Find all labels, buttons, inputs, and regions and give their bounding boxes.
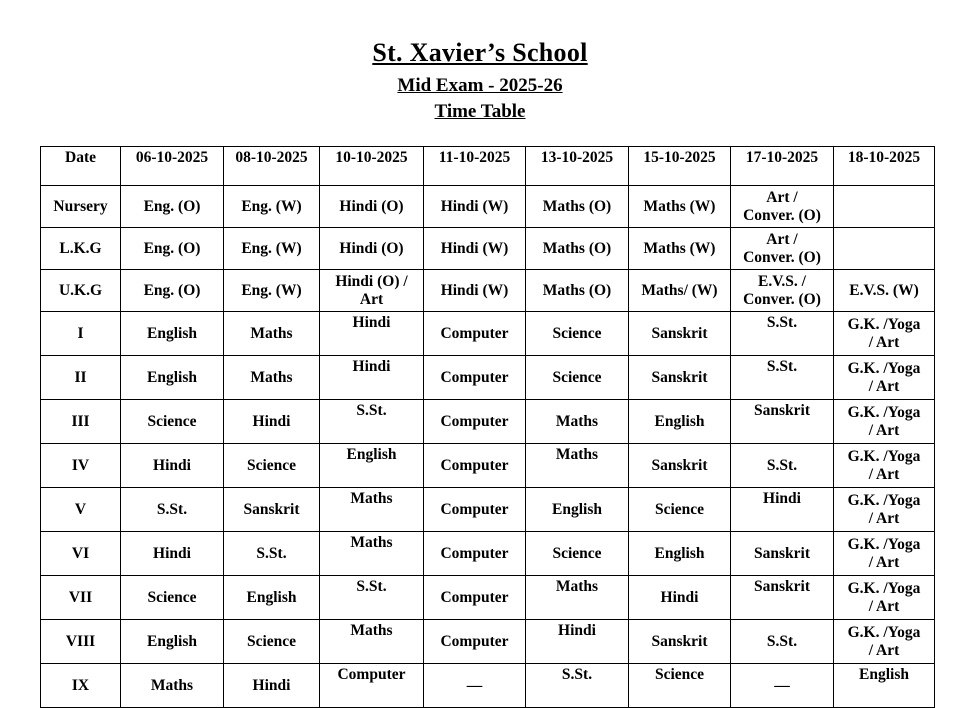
exam-subject-cell: S.St. [731, 312, 834, 356]
date-column-header: 17-10-2025 [731, 147, 834, 186]
exam-subject-cell: Science [121, 400, 224, 444]
exam-subject-cell: Hindi [731, 488, 834, 532]
exam-subject-cell: Art / Conver. (O) [731, 186, 834, 228]
exam-subject-cell: Computer [424, 532, 526, 576]
exam-subject-cell: Science [629, 664, 731, 708]
exam-subject-cell: G.K. /Yoga / Art [834, 400, 935, 444]
date-header: Date [41, 147, 121, 186]
class-label: VI [41, 532, 121, 576]
table-row [41, 444, 935, 488]
exam-subject-cell: Sanskrit [731, 400, 834, 444]
exam-subject-cell: Hindi (W) [424, 270, 526, 312]
exam-subject-cell: Eng. (O) [121, 228, 224, 270]
exam-subject-cell: Maths [526, 400, 629, 444]
exam-subject-cell: Hindi (O) [320, 228, 424, 270]
exam-subject-cell: Maths [526, 576, 629, 620]
exam-subject-cell: Science [526, 356, 629, 400]
exam-subject-cell: Computer [424, 488, 526, 532]
exam-subject-cell: S.St. [224, 532, 320, 576]
exam-subject-cell: S.St. [526, 664, 629, 708]
exam-subject-cell: S.St. [731, 356, 834, 400]
school-name: St. Xavier’s School [372, 38, 588, 67]
exam-subject-cell: English [121, 312, 224, 356]
exam-subject-cell: Science [224, 620, 320, 664]
exam-subject-cell: Hindi [121, 532, 224, 576]
exam-subject-cell: G.K. /Yoga / Art [834, 620, 935, 664]
exam-title: Mid Exam - 2025-26 [397, 75, 563, 96]
exam-subject-cell: Science [629, 488, 731, 532]
timetable [40, 146, 935, 708]
exam-subject-cell: S.St. [320, 400, 424, 444]
exam-subject-cell: Hindi [320, 312, 424, 356]
exam-subject-cell: Maths [121, 664, 224, 708]
exam-subject-cell: English [834, 664, 935, 708]
exam-subject-cell: Computer [424, 356, 526, 400]
exam-subject-cell: Maths [224, 312, 320, 356]
class-label: VII [41, 576, 121, 620]
exam-subject-cell: Maths (O) [526, 228, 629, 270]
exam-subject-cell: English [629, 532, 731, 576]
exam-subject-cell: Eng. (W) [224, 186, 320, 228]
table-row [41, 664, 935, 708]
class-label: IV [41, 444, 121, 488]
exam-subject-cell: Sanskrit [629, 356, 731, 400]
class-label: II [41, 356, 121, 400]
date-column-header: 10-10-2025 [320, 147, 424, 186]
exam-subject-cell: Eng. (W) [224, 270, 320, 312]
exam-subject-cell: G.K. /Yoga / Art [834, 356, 935, 400]
exam-subject-cell: Maths/ (W) [629, 270, 731, 312]
table-row [41, 228, 935, 270]
exam-subject-cell: English [121, 620, 224, 664]
exam-subject-cell: Hindi [526, 620, 629, 664]
exam-subject-cell: Sanskrit [629, 444, 731, 488]
exam-subject-cell: S.St. [731, 444, 834, 488]
exam-subject-cell: G.K. /Yoga / Art [834, 532, 935, 576]
exam-subject-cell: S.St. [731, 620, 834, 664]
class-label: III [41, 400, 121, 444]
exam-subject-cell: Science [526, 312, 629, 356]
exam-subject-cell: G.K. /Yoga / Art [834, 312, 935, 356]
exam-subject-cell: English [224, 576, 320, 620]
table-row [41, 400, 935, 444]
exam-subject-cell: Computer [320, 664, 424, 708]
exam-subject-cell: Computer [424, 312, 526, 356]
exam-subject-cell: Hindi [224, 400, 320, 444]
exam-subject-cell: G.K. /Yoga / Art [834, 488, 935, 532]
exam-subject-cell: Sanskrit [629, 620, 731, 664]
exam-subject-cell: E.V.S. / Conver. (O) [731, 270, 834, 312]
table-row [41, 488, 935, 532]
class-label: V [41, 488, 121, 532]
exam-subject-cell: Hindi [121, 444, 224, 488]
exam-subject-cell: G.K. /Yoga / Art [834, 576, 935, 620]
exam-subject-cell: Art / Conver. (O) [731, 228, 834, 270]
class-label: IX [41, 664, 121, 708]
class-label: L.K.G [41, 228, 121, 270]
exam-subject-cell: Maths (O) [526, 186, 629, 228]
exam-subject-cell: Maths (W) [629, 186, 731, 228]
exam-subject-cell: Maths [224, 356, 320, 400]
exam-subject-cell: Eng. (O) [121, 186, 224, 228]
exam-subject-cell: Maths [320, 532, 424, 576]
exam-subject-cell: English [526, 488, 629, 532]
date-column-header: 11-10-2025 [424, 147, 526, 186]
exam-subject-cell: English [320, 444, 424, 488]
date-column-header: 06-10-2025 [121, 147, 224, 186]
exam-subject-cell: Hindi (O) / Art [320, 270, 424, 312]
exam-subject-cell: Eng. (W) [224, 228, 320, 270]
exam-subject-cell: Eng. (O) [121, 270, 224, 312]
exam-subject-cell: G.K. /Yoga / Art [834, 444, 935, 488]
exam-subject-cell: Sanskrit [224, 488, 320, 532]
exam-subject-cell: Computer [424, 620, 526, 664]
exam-subject-cell: Hindi (W) [424, 186, 526, 228]
exam-subject-cell: Maths [320, 488, 424, 532]
table-row [41, 356, 935, 400]
table-row [41, 576, 935, 620]
timetable-subtitle: Time Table [434, 101, 526, 122]
exam-subject-cell: Maths [526, 444, 629, 488]
exam-subject-cell: Hindi [320, 356, 424, 400]
exam-subject-cell: Maths [320, 620, 424, 664]
exam-subject-cell: S.St. [121, 488, 224, 532]
exam-subject-cell: English [629, 400, 731, 444]
exam-subject-cell: Hindi (O) [320, 186, 424, 228]
exam-subject-cell: Hindi [629, 576, 731, 620]
table-row [41, 620, 935, 664]
exam-subject-cell [834, 186, 935, 228]
exam-subject-cell: S.St. [320, 576, 424, 620]
exam-subject-cell: Science [526, 532, 629, 576]
exam-subject-cell: Hindi [224, 664, 320, 708]
exam-subject-cell: Science [224, 444, 320, 488]
date-column-header: 08-10-2025 [224, 147, 320, 186]
exam-subject-cell: Hindi (W) [424, 228, 526, 270]
class-label: Nursery [41, 186, 121, 228]
class-label: VIII [41, 620, 121, 664]
exam-subject-cell: English [121, 356, 224, 400]
exam-subject-cell: Maths (W) [629, 228, 731, 270]
table-row [41, 270, 935, 312]
table-header-row [41, 147, 935, 186]
exam-subject-cell: Computer [424, 576, 526, 620]
exam-subject-cell: Science [121, 576, 224, 620]
exam-subject-cell: Sanskrit [731, 576, 834, 620]
exam-subject-cell: Computer [424, 400, 526, 444]
date-column-header: 18-10-2025 [834, 147, 935, 186]
date-column-header: 13-10-2025 [526, 147, 629, 186]
class-label: I [41, 312, 121, 356]
table-row [41, 312, 935, 356]
exam-subject-cell: — [424, 664, 526, 708]
exam-subject-cell: Sanskrit [731, 532, 834, 576]
date-column-header: 15-10-2025 [629, 147, 731, 186]
exam-subject-cell: Sanskrit [629, 312, 731, 356]
exam-subject-cell: Maths (O) [526, 270, 629, 312]
exam-subject-cell: Computer [424, 444, 526, 488]
exam-subject-cell [834, 228, 935, 270]
table-row [41, 532, 935, 576]
table-row [41, 186, 935, 228]
exam-subject-cell: — [731, 664, 834, 708]
exam-subject-cell: E.V.S. (W) [834, 270, 935, 312]
class-label: U.K.G [41, 270, 121, 312]
